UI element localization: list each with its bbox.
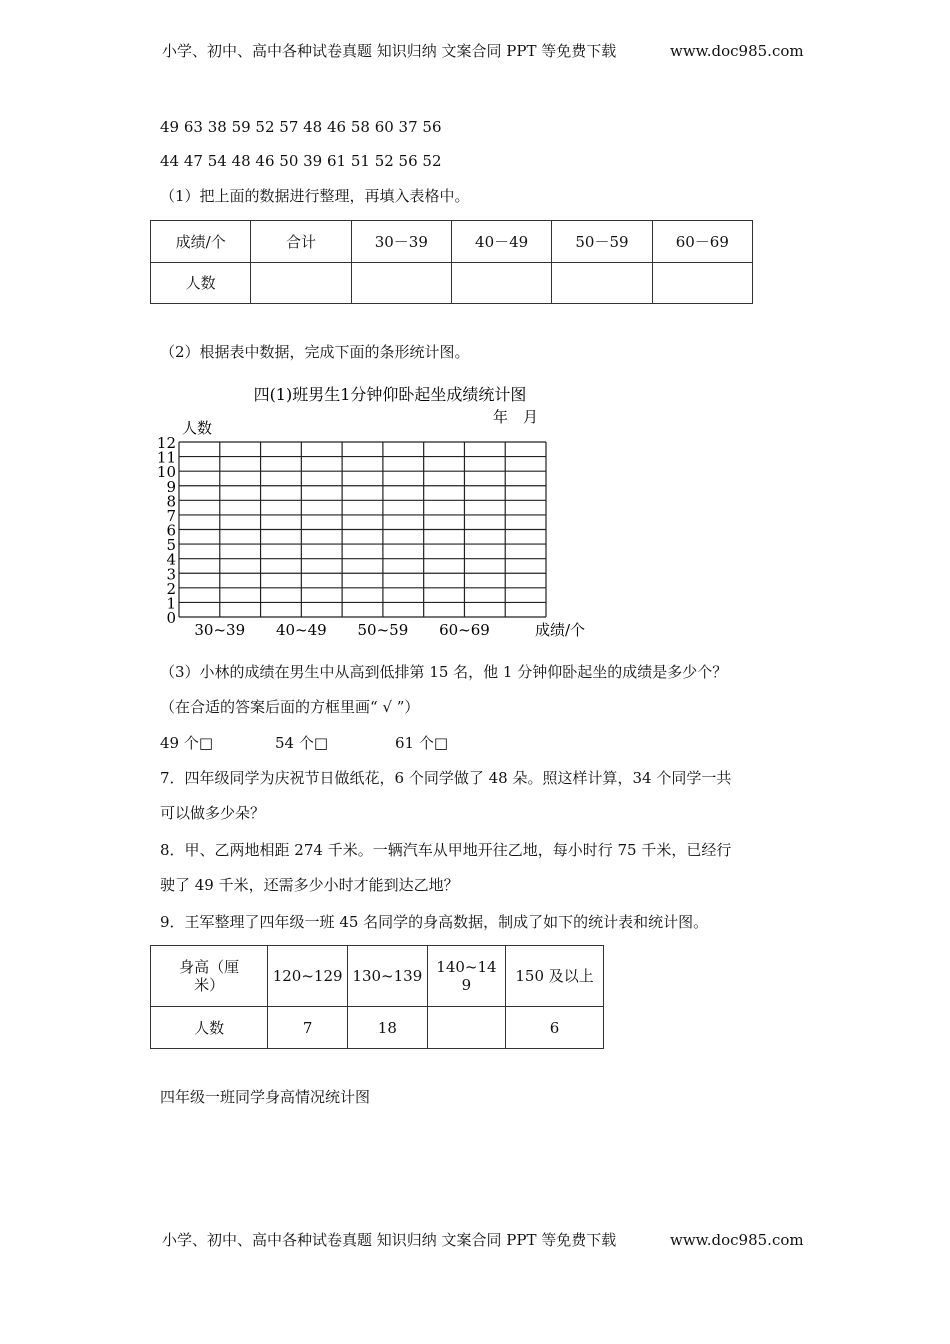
y-tick-label: 11 bbox=[156, 448, 176, 467]
x-tick-label: 60~69 bbox=[439, 621, 490, 639]
y-tick-label: 10 bbox=[156, 463, 176, 482]
header-url[interactable]: www.doc985.com bbox=[670, 42, 804, 60]
data-line-2: 44 47 54 48 46 50 39 61 51 52 56 52 bbox=[160, 152, 442, 170]
option-54[interactable]: 54 个□ bbox=[275, 734, 329, 752]
footer-text: 小学、初中、高中各种试卷真题 知识归纳 文案合同 PPT 等免费下载 bbox=[162, 1231, 617, 1249]
th: 40－49 bbox=[451, 221, 551, 263]
option-49[interactable]: 49 个□ bbox=[160, 734, 214, 752]
chart2-caption: 四年级一班同学身高情况统计图 bbox=[160, 1088, 371, 1106]
question-8-line-1: 8．甲、乙两地相距 274 千米。一辆汽车从甲地开往乙地，每小时行 75 千米，已经行 bbox=[160, 841, 732, 859]
th: 130~139 bbox=[347, 946, 427, 1007]
footer-url[interactable]: www.doc985.com bbox=[670, 1231, 804, 1249]
question-1: （1）把上面的数据进行整理，再填入表格中。 bbox=[160, 187, 470, 205]
th: 成绩/个 bbox=[151, 221, 251, 263]
th: 身高（厘 米） bbox=[151, 946, 268, 1007]
answer-cell[interactable] bbox=[451, 263, 551, 304]
answer-cell[interactable] bbox=[552, 263, 652, 304]
row-label: 人数 bbox=[151, 263, 251, 304]
question-2: （2）根据表中数据，完成下面的条形统计图。 bbox=[160, 343, 470, 361]
cell: 7 bbox=[268, 1007, 348, 1049]
cell: 6 bbox=[506, 1007, 604, 1049]
y-tick-label: 7 bbox=[166, 506, 176, 525]
y-tick-label: 2 bbox=[166, 579, 176, 598]
y-tick-label: 5 bbox=[166, 536, 176, 555]
question-8-line-2: 驶了 49 千米，还需多少小时才能到达乙地？ bbox=[160, 876, 459, 894]
score-table bbox=[150, 220, 753, 304]
y-tick-label: 4 bbox=[166, 550, 176, 569]
th: 合计 bbox=[251, 221, 351, 263]
cell: 18 bbox=[347, 1007, 427, 1049]
question-9: 9．王军整理了四年级一班 45 名同学的身高数据，制成了如下的统计表和统计图。 bbox=[160, 913, 709, 931]
y-tick-label: 6 bbox=[166, 521, 176, 540]
answer-cell[interactable] bbox=[652, 263, 752, 304]
height-table bbox=[150, 945, 604, 1049]
row-label: 人数 bbox=[151, 1007, 268, 1049]
question-7-line-1: 7．四年级同学为庆祝节日做纸花，6 个同学做了 48 朵。照这样计算，34 个同学一共 bbox=[160, 769, 732, 787]
answer-cell[interactable] bbox=[251, 263, 351, 304]
th: 30－39 bbox=[351, 221, 451, 263]
x-tick-label: 40~49 bbox=[275, 621, 327, 639]
y-tick-label: 9 bbox=[166, 477, 176, 496]
y-tick-label: 1 bbox=[166, 594, 176, 613]
th: 140~14 9 bbox=[427, 946, 505, 1007]
y-axis-label: 人数 bbox=[182, 419, 213, 437]
y-tick-label: 12 bbox=[156, 434, 176, 452]
bar-chart bbox=[150, 380, 600, 645]
y-tick-label: 0 bbox=[166, 609, 176, 627]
header-text: 小学、初中、高中各种试卷真题 知识归纳 文案合同 PPT 等免费下载 bbox=[162, 42, 617, 60]
x-tick-label: 30~39 bbox=[194, 621, 246, 639]
x-axis-label: 成绩/个 bbox=[535, 621, 586, 639]
th: 120~129 bbox=[268, 946, 348, 1007]
y-tick-label: 3 bbox=[166, 565, 176, 584]
question-3-hint: （在合适的答案后面的方框里画“ √ ”） bbox=[160, 698, 420, 716]
answer-cell[interactable] bbox=[351, 263, 451, 304]
chart-title: 四(1)班男生1分钟仰卧起坐成绩统计图 bbox=[253, 385, 527, 404]
x-tick-label: 50~59 bbox=[357, 621, 409, 639]
data-line-1: 49 63 38 59 52 57 48 46 58 60 37 56 bbox=[160, 118, 442, 136]
th: 150 及以上 bbox=[506, 946, 604, 1007]
answer-cell[interactable] bbox=[427, 1007, 505, 1049]
option-61[interactable]: 61 个□ bbox=[395, 734, 449, 752]
chart-date-label: 年 月 bbox=[493, 408, 539, 426]
th: 50－59 bbox=[552, 221, 652, 263]
y-tick-label: 8 bbox=[166, 492, 176, 511]
question-3: （3）小林的成绩在男生中从高到低排第 15 名，他 1 分钟仰卧起坐的成绩是多少个？ bbox=[160, 663, 728, 681]
question-7-line-2: 可以做多少朵？ bbox=[160, 804, 266, 822]
th: 60－69 bbox=[652, 221, 752, 263]
